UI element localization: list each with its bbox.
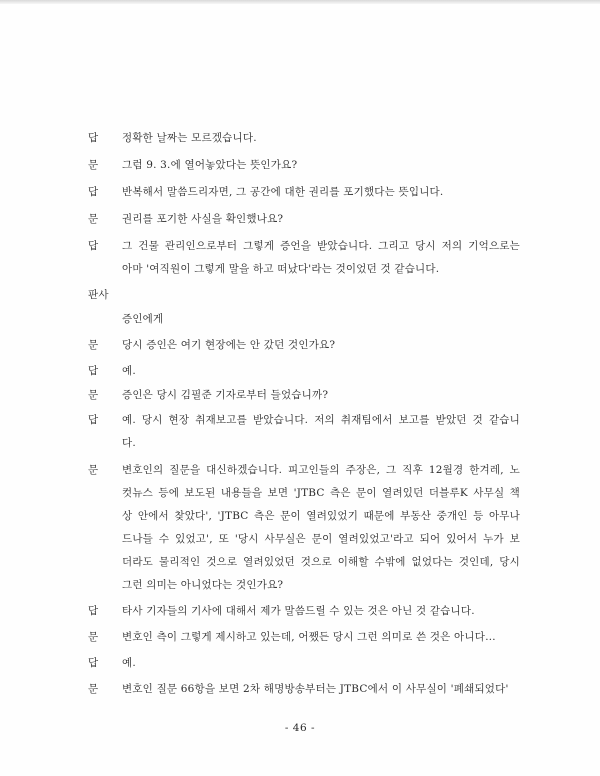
speaker-label: 문 <box>88 631 99 643</box>
speaker-label: 문 <box>88 683 99 695</box>
entry-text: 반복해서 말씀드리자면, 그 공간에 대한 권리를 포기했다는 뜻입니다. <box>122 186 444 198</box>
scan-edge <box>0 0 600 4</box>
entry-text: 예. 당시 현장 취재보고를 받았습니다. 저의 취재팀에서 보고를 받았던 것 같습니 <box>122 414 520 426</box>
speaker-label: 답 <box>88 605 99 617</box>
entry-text: 증인은 당시 김필준 기자로부터 들었습니까? <box>122 389 329 401</box>
entry-text: 당시 증인은 여기 현장에는 안 갔던 것인가요? <box>122 339 336 351</box>
entry-text: 변호인 질문 66항을 보면 2차 해명방송부터는 JTBC에서 이 사무실이 '폐쇄되었다' <box>122 683 509 695</box>
entry-text: 더라도 물리적인 것으로 열려있었던 것으로 이해할 수밖에 없었다는 것인데, 당시 <box>122 556 520 568</box>
speaker-label: 문 <box>88 464 99 476</box>
entry-text: 드나들 수 있었고', 또 '당시 사무실은 문이 열려있었고'라고 되어 있어서 누가 보 <box>122 533 520 545</box>
entry-text: 타사 기자들의 기사에 대해서 제가 말씀드릴 수 있는 것은 아닌 것 같습니다. <box>122 605 475 617</box>
entry-text: 상 안에서 찾았다', 'JTBC 측은 문이 열려있었기 때문에 부동산 중개인 등 아무나 <box>122 510 520 522</box>
speaker-label: 답 <box>88 657 99 669</box>
speaker-label: 문 <box>88 389 99 401</box>
speaker-label: 답 <box>88 365 99 377</box>
speaker-label: 답 <box>88 132 99 144</box>
entry-text: 다. <box>122 437 136 449</box>
entry-text: 변호인의 질문을 대신하겠습니다. 피고인들의 주장은, 그 직후 12월경 한겨레, 노 <box>122 464 520 476</box>
entry-text: 그럼 9. 3.에 열어놓았다는 뜻인가요? <box>122 159 298 171</box>
speaker-label: 문 <box>88 339 99 351</box>
speaker-label: 답 <box>88 240 99 252</box>
entry-text: 예. <box>122 365 136 377</box>
speaker-label: 문 <box>88 213 99 225</box>
entry-text: 그런 의미는 아니었다는 것인가요? <box>122 579 284 591</box>
speaker-label: 답 <box>88 186 99 198</box>
entry-text: 아마 '여직원이 그렇게 말을 하고 떠났다'라는 것이었던 것 같습니다. <box>122 263 440 275</box>
speaker-label: 판사 <box>88 289 109 301</box>
entry-text: 그 건물 관리인으로부터 그렇게 증언을 받았습니다. 그리고 당시 저의 기억으로는 <box>122 240 520 252</box>
entry-text: 증인에게 <box>122 313 164 325</box>
entry-text: 예. <box>122 657 136 669</box>
speaker-label: 문 <box>88 159 99 171</box>
entry-text: 컷뉴스 등에 보도된 내용들을 보면 'JTBC 측은 문이 열려있던 더블루K 사무실 책 <box>122 487 520 499</box>
entry-text: 정확한 날짜는 모르겠습니다. <box>122 132 257 144</box>
entry-text: 권리를 포기한 사실을 확인했나요? <box>122 213 284 225</box>
speaker-label: 답 <box>88 414 99 426</box>
page-number: - 46 - <box>284 722 316 734</box>
entry-text: 변호인 측이 그렇게 제시하고 있는데, 어쨌든 당시 그런 의미로 쓴 것은 아니다… <box>122 631 496 643</box>
